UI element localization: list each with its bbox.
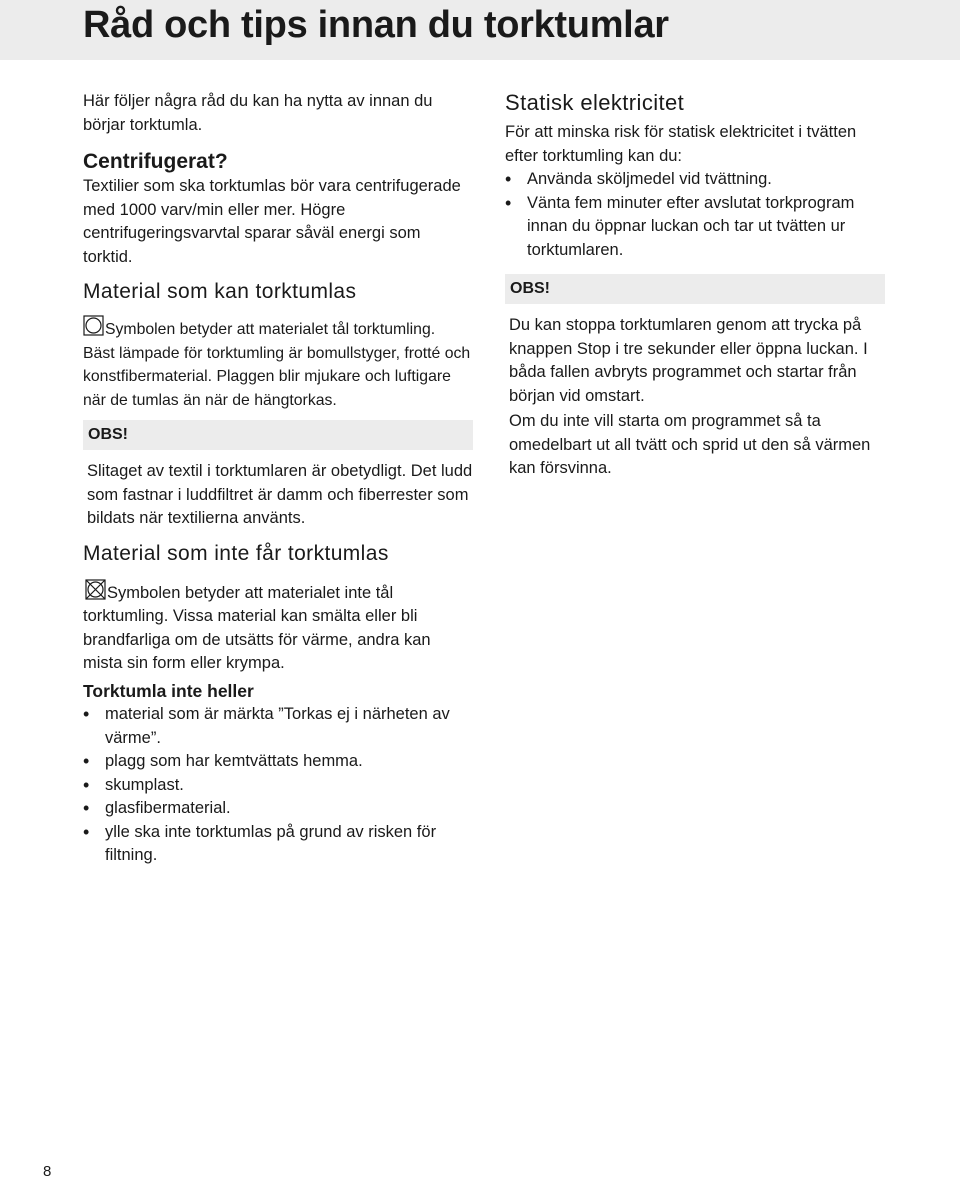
tumble-dry-icon [83, 315, 104, 336]
can-dry-symbol-text [83, 315, 473, 342]
list-item: • plagg som har kemtvättats hemma. [83, 750, 473, 774]
can-dry-text-1: Symbolen betyder att materialet tål torktumling. [105, 321, 436, 338]
obs-bar-left [83, 420, 473, 450]
right-column [505, 90, 885, 481]
no-tumble-dry-icon [85, 579, 106, 600]
can-dry-heading: Material som kan torktumlas [83, 280, 357, 303]
list-item: • material som är märkta ”Torkas ej i närheten av värme”. [83, 703, 473, 750]
centrifuge-text: Textilier som ska torktumlas bör vara centrifugerade med 1000 varv/min eller mer. Högre centrifugeringsvarvtal sparar såväl energi som torktid. [83, 177, 461, 266]
obs-text-right-2: Om du inte vill starta om programmet så ta omedelbart ut all tvätt och sprid ut den så värmen kan försvinna. [509, 412, 871, 477]
not-also-list [83, 703, 473, 868]
intro-text: Här följer några råd du kan ha nytta av innan du börjar torktumla. [83, 92, 433, 134]
page-header [0, 0, 960, 60]
list-item: • Använda sköljmedel vid tvättning. [505, 168, 885, 192]
page-number: 8 [43, 1163, 52, 1180]
obs-bar-right [505, 274, 885, 304]
obs-label-left: OBS! [88, 426, 128, 443]
obs-text-right-1: Du kan stoppa torktumlaren genom att trycka på knappen Stop i tre sekunder eller öppna luckan. I båda fallen avbryts programmet och startar från början vid omstart. [509, 316, 868, 405]
can-dry-text-2: Bäst lämpade för torktumling är bomullstyger, frotté och konstfibermaterial. Plaggen blir mjukare och luftigare när de tumlas än när de hängtorkas. [83, 344, 471, 409]
cannot-dry-symbol-text [83, 579, 473, 676]
obs-text-left: Slitaget av textil i torktumlaren är obetydligt. Det ludd som fastnar i luddfiltret är damm och fiberrester som bildats när textilierna använts. [87, 462, 473, 527]
list-item: • ylle ska inte torktumlas på grund av risken för filtning. [83, 821, 473, 868]
static-heading: Statisk elektricitet [505, 90, 685, 115]
not-also-heading: Torktumla inte heller [83, 680, 254, 701]
list-item: • glasfibermaterial. [83, 797, 473, 821]
list-item: • skumplast. [83, 774, 473, 798]
obs-label-right: OBS! [510, 280, 550, 297]
left-column [83, 90, 473, 868]
centrifuge-heading: Centrifugerat? [83, 150, 228, 173]
cannot-dry-heading: Material som inte får torktumlas [83, 541, 389, 565]
list-item: • Vänta fem minuter efter avslutat torkprogram innan du öppnar luckan och tar ut tvätten ur torktumlaren. [505, 192, 885, 263]
cannot-dry-text: Symbolen betyder att materialet inte tål torktumling. Vissa material kan smälta eller bli brandfarliga om de utsätts för värme, andra kan mista sin form eller krympa. [83, 583, 431, 672]
static-text: För att minska risk för statisk elektricitet i tvätten efter torktumling kan du: [505, 123, 857, 165]
page-title: Råd och tips innan du torktumlar [83, 4, 669, 46]
static-list [505, 168, 885, 262]
